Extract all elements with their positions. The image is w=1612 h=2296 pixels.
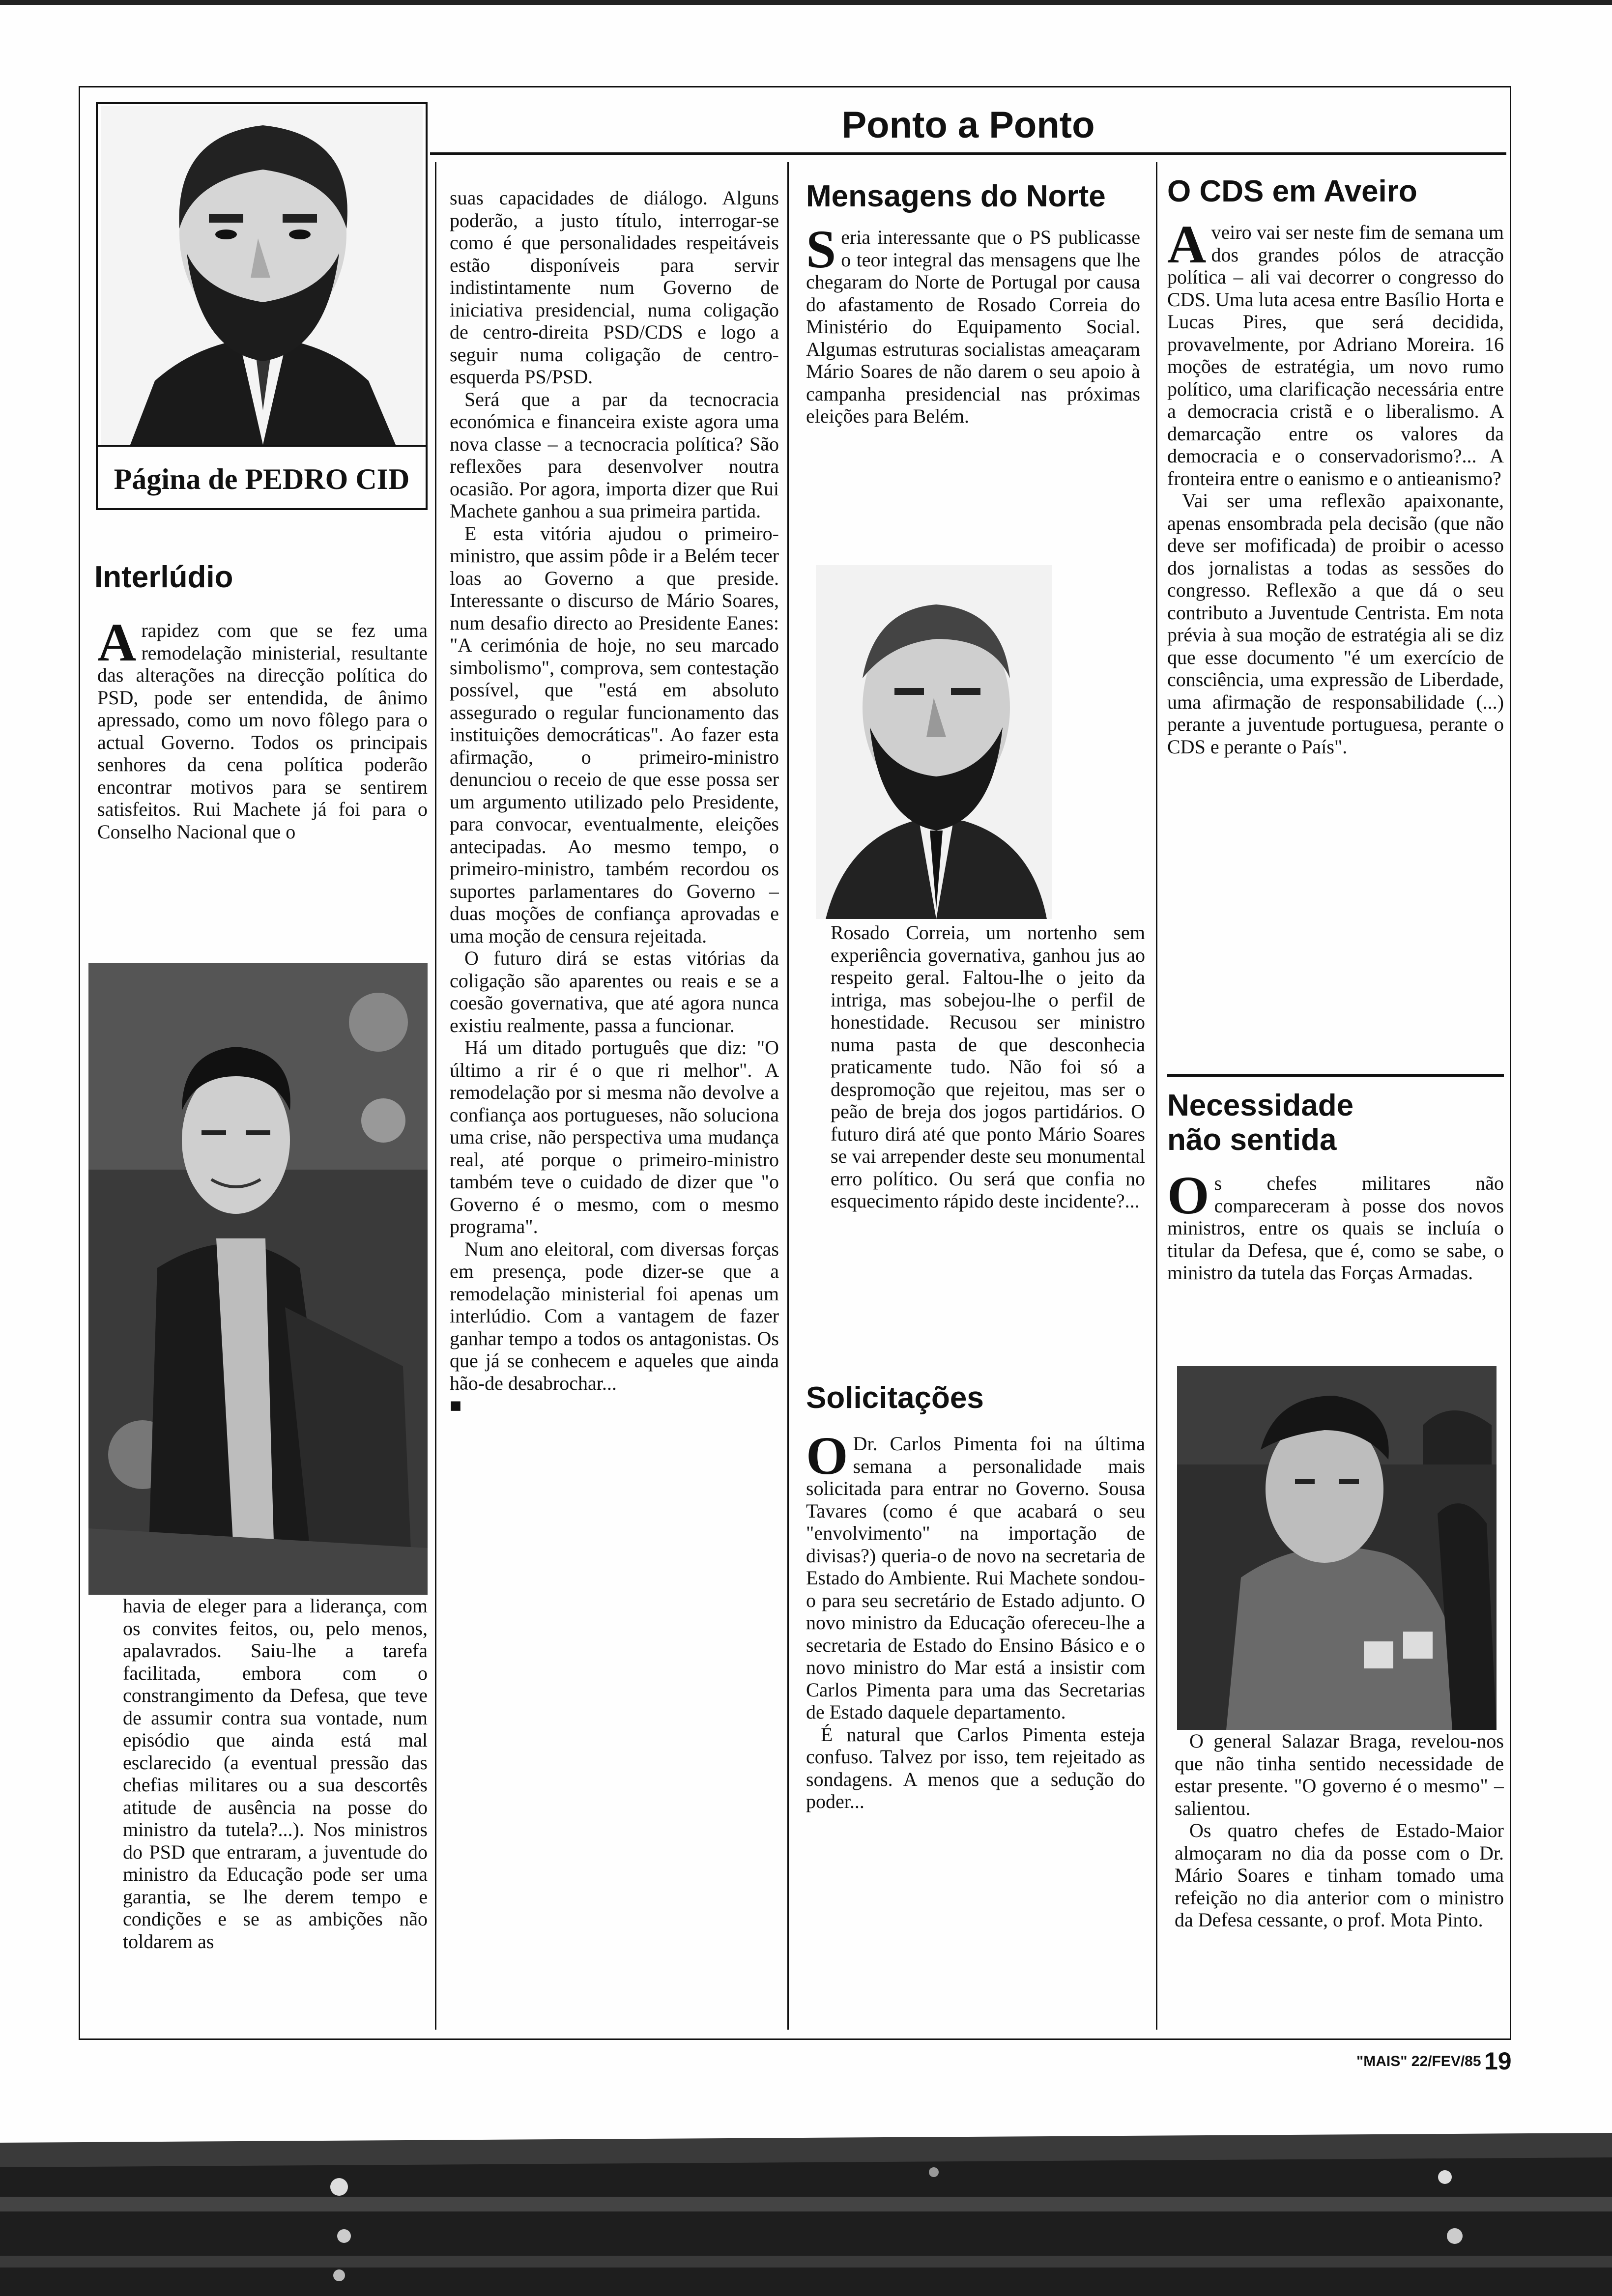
paragraph: suas capacidades de diálogo. Alguns poderão, a justo título, interrogar-se como é que personalidades respeitáveis estão disponíveis para servir indistintamente num Governo de iniciativa presidencial, numa coligação de centro-direita PSD/CDS e logo a seguir numa coligação de centro-esquerda PS/PSD. [450, 187, 779, 388]
section-divider [1167, 1074, 1504, 1077]
column-rule-1 [435, 162, 436, 2030]
necessidade-text: s chefes militares não compareceram à posse dos novos ministros, entre os quais se incluía o titular da Defesa, que é, como se sabe, o ministro da tutela das Forças Armadas. [1167, 1172, 1504, 1284]
author-portrait [101, 106, 423, 445]
column-rule-2 [787, 162, 789, 2030]
header-bar [430, 98, 1506, 155]
article-necessidade [1167, 1172, 1504, 1349]
caption-text-2: Os quatro chefes de Estado-Maior almoçaram no dia da posse com o Dr. Mário Soares e tinham tomado uma refeição no dia anterior com o ministro da Defesa cessante, o prof. Mota Pinto. [1175, 1819, 1504, 1931]
drop-cap: A [97, 619, 137, 672]
end-mark: ■ [450, 1394, 462, 1416]
author-label-box [96, 445, 428, 512]
paragraph: E esta vitória ajudou o primeiro-ministro, que assim pôde ir a Belém tecer loas ao Governo a que preside. Interessante o discurso de Mário Soares, num desafio directo ao Presidente Eanes: "A cerimónia de hoje, no seu marcado simbolismo", comprova, sem contestação possível, que "está em absoluto assegurado o regular funcionamento das instituições democráticas". Ao fazer esta afirmação, o primeiro-ministro denunciou o receio de que esse possa ser um argumento utilizado pelo Presidente, para convocar, eventualmente, eleições antecipadas. Ao mesmo tempo, o primeiro-ministro, também recordou os suportes parlamentares do Governo – duas moções de confiança aprovadas e uma moção de censura rejeitada. [450, 522, 779, 947]
drop-cap: S [806, 226, 836, 279]
page-number: 19 [1484, 2047, 1512, 2075]
interludio-text-bottom: havia de eleger para a liderança, com os convites feitos, ou, pelo menos, apalavrados. Saiu-lhe a tarefa facilitada, embora com o constrangimento da Defesa, que teve de assumir contra sua vontade, num episódio que ainda está mal esclarecido (a eventual pressão das chefias militares ou a sua descortês atitude de ausência na posse do ministro da tutela?...). Nos ministros do PSD que entraram, a juventude do ministro da Educação pode ser uma garantia, se lhe derem tempo e condições e se as ambições não toldarem as [123, 1595, 428, 1952]
frame-bottom [79, 2038, 1511, 2040]
caption-rosado-correia: Rosado Correia, um nortenho sem experiência governativa, ganhou jus ao respeito geral. Faltou-lhe o jeito da intriga, mas sobejou-lhe o perfil de honestidade. Recusou ser ministro numa pasta de que desconhecia praticamente tudo. Não foi só a despromoção que rejeitou, mas ser o peão de breja dos jogos partidários. O futuro dirá até que ponto Mário Soares se vai arrepender deste seu monumental erro político. Ou será que confia no esquecimento rápido deste incidente?... [831, 921, 1145, 1212]
photo-rosado-correia [816, 565, 1052, 919]
article-interludio-bottom [123, 1595, 428, 2037]
section-title-cds-aveiro: O CDS em Aveiro [1167, 174, 1417, 208]
section-title-line-2: não sentida [1167, 1123, 1337, 1157]
article-interludio-continued [450, 187, 779, 2039]
article-solicitacoes [806, 1433, 1145, 2037]
scan-noise-band [0, 2113, 1612, 2296]
mensagens-text: eria interessante que o PS publicasse o teor integral das mensagens que lhe chegaram do Norte de Portugal por causa do afastamento de Rosado Correia do Ministério do Equipamento Social. Algumas estruturas socialistas ameaçaram Mário Soares de não darem o seu apoio à campanha presidencial nas próximas eleições para Belém. [806, 226, 1140, 427]
paragraph: Num ano eleitoral, com diversas forças em presença, pode dizer-se que a remodelação ministerial foi apenas um interlúdio. Com a vantagem de fazer ganhar tempo a todos os antagonistas. Os que já se conhecem e aqueles que ainda hão-de desabrochar... [450, 1237, 779, 1394]
photo-rui-machete [88, 963, 428, 1595]
photo-salazar-braga [1177, 1366, 1497, 1730]
section-title-interludio: Interlúdio [94, 560, 233, 594]
article-cds-aveiro [1167, 221, 1504, 1071]
interludio-text-top: rapidez com que se fez uma remodelação ministerial, resultante das alterações na direcção política do PSD, pode ser entendida, de ânimo apressado, como um novo fôlego para o actual Governo. Todos os principais senhores da cena política poderão encontrar motivos para se sentirem satisfeitos. Rui Machete já foi para o Conselho Nacional que o [97, 619, 428, 843]
solicitacoes-text-2: É natural que Carlos Pimenta esteja confuso. Talvez por isso, tem rejeitado as sondagens. A menos que a sedução do poder... [806, 1723, 1145, 1812]
frame-left [79, 86, 80, 2039]
section-title-solicitacoes: Solicitações [806, 1381, 984, 1415]
section-title-necessidade [1167, 1089, 1504, 1157]
drop-cap: O [1167, 1172, 1209, 1225]
paragraph: O futuro dirá se estas vitórias da coligação são aparentes ou reais e se a coesão governativa, que até agora nunca existiu realmente, passa a funcionar. [450, 947, 779, 1036]
cds-text-2: Vai ser uma reflexão apaixonante, apenas ensombrada pela decisão (que não deve ser mofificada) de proibir o acesso dos jornalistas a todas as sessões do congresso. Reflexão a que dá o seu contributo a Juventude Centrista. Em nota prévia à sua moção de estratégia ali se diz que esse documento "é um exercício de consciência, uma expressão de Liberdade, uma afirmação de responsabilidade (...) perante a juventude portuguesa, perante o CDS e perante o País". [1167, 489, 1504, 758]
section-title-mensagens: Mensagens do Norte [806, 179, 1106, 213]
caption-text: O general Salazar Braga, revelou-nos que não tinha sentido necessidade de estar presente. "O governo é o mesmo" – salientou. [1175, 1730, 1504, 1819]
scan-edge [0, 0, 1612, 5]
article-mensagens [806, 226, 1140, 560]
page-header: Ponto a Ponto [841, 104, 1095, 146]
paragraph: Será que a par da tecnocracia económica e financeira existe agora uma nova classe – a tecnocracia política? São reflexões para desenvolver noutra ocasião. Por agora, importa dizer que Rui Machete ganhou a sua primeira partida. [450, 388, 779, 522]
paragraph: Há um ditado português que diz: "O último a rir é o que ri melhor". A remodelação por si mesma não devolve a confiança aos portugueses, não soluciona uma crise, não perspectiva uma mudança real, até porque o primeiro-ministro também teve o cuidado de dizer que "o Governo é o mesmo, com o mesmo programa". [450, 1036, 779, 1237]
article-interludio-top [97, 619, 428, 958]
column-rule-3 [1156, 162, 1157, 2030]
frame-right [1510, 86, 1511, 2039]
cds-text: veiro vai ser neste fim de semana um dos grandes pólos de atracção política – ali vai decorrer o congresso do CDS. Uma luta acesa entre Basílio Horta e Lucas Pires, que será decidida, provavelmente, por Adriano Moreira. 16 moções de estratégia, um novo rumo político, uma clarificação necessária entre a democracia cristã e o liberalismo. A demarcação entre os valores da democracia e o conservadorismo?... A fronteira entre o eanismo e o antieanismo? [1167, 221, 1504, 489]
author-label: Página de PEDRO CID [114, 463, 410, 495]
caption-salazar-braga [1175, 1730, 1504, 2037]
drop-cap: O [806, 1433, 848, 1486]
footer-publication: "MAIS" 22/FEV/85 [1356, 2053, 1481, 2069]
frame-top [79, 86, 1511, 87]
solicitacoes-text: Dr. Carlos Pimenta foi na última semana a personalidade mais solicitada para entrar no Governo. Sousa Tavares (como é que acabará o seu "envolvimento" na importação de divisas?) queria-o de novo na secretaria de Estado do Ambiente. Rui Machete sondou-o para seu secretário de Estado adjunto. O novo ministro da Educação ofereceu-lhe a secretaria de Estado do Ensino Básico e o novo ministro do Mar está a insistir com Carlos Pimenta para uma das Secretarias de Estado daquele departamento. [806, 1433, 1145, 1723]
drop-cap: A [1167, 221, 1207, 274]
section-title-line-1: Necessidade [1167, 1089, 1354, 1122]
